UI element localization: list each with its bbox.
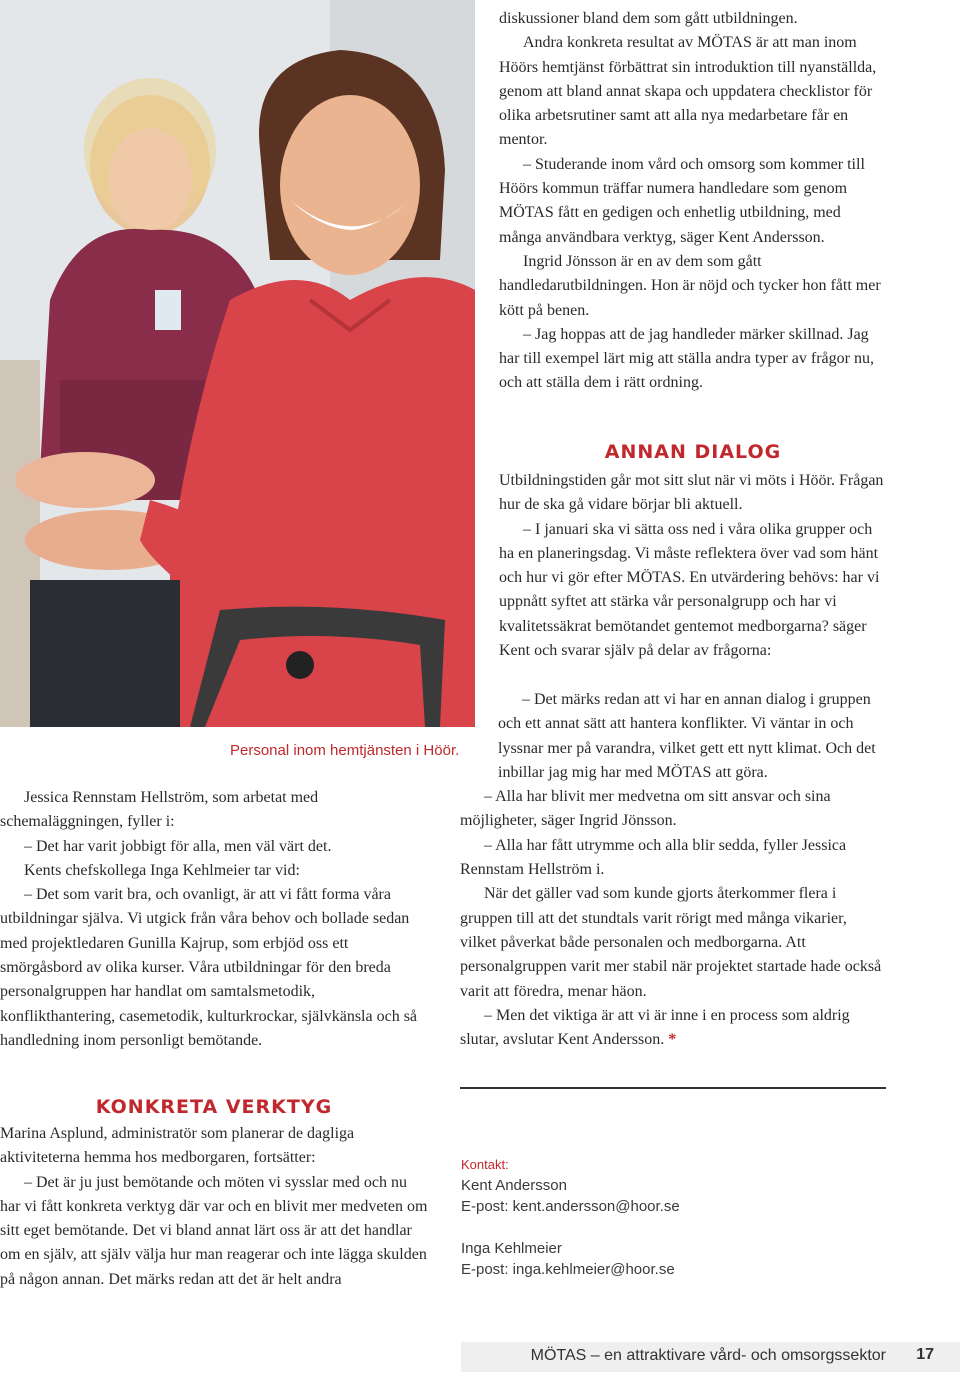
article-photo — [0, 0, 475, 727]
paragraph: – Jag hoppas att de jag handleder märker skillnad. Jag har till exempel lärt mig att ställa andra typer av frågor nu, och att ställa dem i rätt ordning. — [499, 325, 874, 392]
footer-title: MÖTAS – en attraktivare vård- och omsorgssektor — [530, 1347, 886, 1364]
contact-email[interactable]: E-post: inga.kehlmeier@hoor.se — [461, 1261, 675, 1278]
paragraph: Jessica Rennstam Hellström, som arbetat med schemaläggningen, fyller i: — [0, 789, 319, 831]
paragraph: – Det är ju just bemötande och möten vi sysslar med och nu har vi fått konkreta verktyg där var och en blivit mer medveten om sitt eget bemötande. Det vi bland annat lärt oss är att det handlar om en själv, att själv välja hur man reagerar och inte lägga skulden på någon annan. Det märks redan att det är helt andra — [0, 1173, 428, 1288]
paragraph: När det gäller vad som kunde gjorts återkommer flera i gruppen till att det stundtals varit rörigt med många vikarier, vilket påverkat både personalen och medborgarna. Att personalgruppen varit mer stabil när projektet startade hade också varit att föredra, menar häon. — [460, 885, 882, 1000]
divider — [460, 1087, 886, 1089]
right-column-top — [499, 7, 887, 396]
konkreta-verktyg-section — [0, 1092, 428, 1292]
annan-dialog-lower — [460, 688, 886, 1052]
annan-dialog-heading-wrap — [499, 437, 887, 467]
paragraph: – Alla har fått utrymme och alla blir sedda, fyller Jessica Rennstam Hellström i. — [460, 836, 847, 879]
page-footer — [461, 1342, 960, 1372]
left-column-middle — [0, 786, 420, 1053]
paragraph: Marina Asplund, administratör som planerar de dagliga aktiviteterna hemma hos medborgaren, fortsätter: — [0, 1125, 355, 1167]
paragraph: – Alla har blivit mer medvetna om sitt ansvar och sina möjligheter, säger Ingrid Jönsson. — [460, 788, 831, 830]
closing-text: – Men det viktiga är att vi är inne i en process som aldrig slutar, avslutar Kent Andersson. — [460, 1006, 850, 1049]
paragraph: – Det som varit bra, och ovanligt, är att vi fått forma våra utbildningar själva. Vi utgick från våra behov och bollade sedan med projektledaren Gunilla Kajrup, som erbjöd oss ett smörgåsbord av olika kurser. Våra utbildningar för den breda personalgruppen har handlat om samtalsmetodik, konflikthantering, casemetodik, kulturkrockar, självkänsla och så handledning inom personligt bemötande. — [0, 886, 418, 1049]
contact-info — [461, 1154, 861, 1280]
paragraph: – Det har varit jobbigt för alla, men väl värt det. — [24, 837, 332, 855]
annan-dialog-upper — [499, 469, 887, 663]
photo-caption: Personal inom hemtjänsten i Höör. — [230, 742, 460, 759]
paragraph: Kents chefskollega Inga Kehlmeier tar vid: — [24, 861, 300, 879]
paragraph: Andra konkreta resultat av MÖTAS är att man inom Höörs hemtjänst förbättrat sin introduktion till nyanställda, genom att bland annat skapa och uppdatera checklistor för olika arbetsrutiner samt att alla nya medarbetare får en mentor. — [499, 34, 877, 149]
paragraph: – Studerande inom vård och omsorg som kommer till Höörs kommun träffar numera handledare som genom MÖTAS fått en gedigen och enhetlig utbildning, med många användbara verktyg, säger Kent Andersson. — [499, 155, 865, 246]
paragraph: – I januari ska vi sätta oss ned i våra olika grupper och ha en planeringsdag. Vi måste reflektera över vad som hänt och hur vi gör efter MÖTAS. En utvärdering behövs: har vi uppnått syftet att stärka vår personalgrupp och har vi kvalitetssäkrat bemötandet gentemot medborgarna? säger Kent och svarar själv på delar av frågorna: — [499, 520, 880, 660]
paragraph: Ingrid Jönsson är en av dem som gått handledarutbildningen. Hon är nöjd och tycker hon fått mer kött på benen. — [499, 252, 881, 319]
photo-illustration — [0, 0, 475, 727]
paragraph — [460, 1004, 886, 1053]
paragraph: diskussioner bland dem som gått utbildningen. — [499, 10, 798, 27]
contact-label: Kontakt: — [461, 1157, 509, 1172]
paragraph: Utbildningstiden går mot sitt slut när vi möts i Höör. Frågan hur de ska gå vidare börjar bli aktuell. — [499, 472, 884, 514]
contact-name: Inga Kehlmeier — [461, 1240, 562, 1257]
section-heading: ANNAN DIALOG — [604, 441, 782, 463]
contact-email[interactable]: E-post: kent.andersson@hoor.se — [461, 1198, 680, 1215]
page-number: 17 — [916, 1346, 934, 1363]
contact-name: Kent Andersson — [461, 1177, 567, 1194]
paragraph: – Det märks redan att vi har en annan dialog i gruppen och ett annat sätt att hantera konflikter. Vi väntar in och lyssnar mer på varandra, vilket gett ett nytt klimat. Och det inbillar jag mig har med MÖTAS att göra. — [498, 691, 876, 781]
section-heading: KONKRETA VERKTYG — [95, 1096, 333, 1118]
end-mark-icon: * — [668, 1031, 677, 1049]
